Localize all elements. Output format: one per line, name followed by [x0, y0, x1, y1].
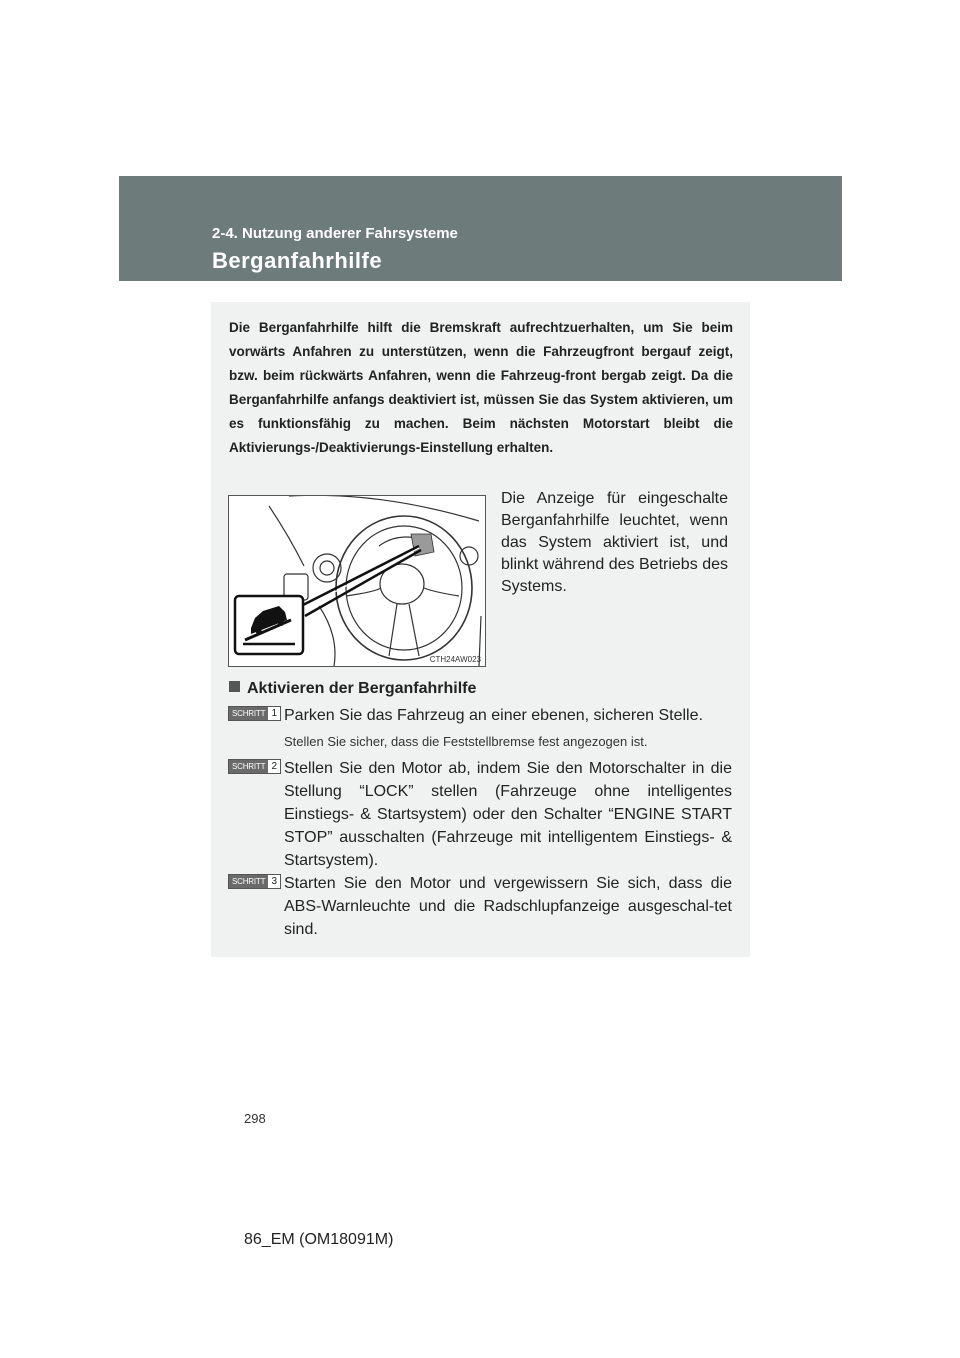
step-text: Parken Sie das Fahrzeug an einer ebenen, sicheren Stelle.: [284, 707, 703, 724]
intro-paragraph: Die Berganfahrhilfe hilft die Bremskraft aufrechtzuerhalten, um Sie beim vorwärts Anfahren zu unterstützen, wenn die Fahrzeugfront bergauf zeigt, bzw. beim rückwärts Anfahren, wenn die Fahrzeug-front bergab zeigt. Da die Berganfahrhilfe anfangs deaktiviert ist, müssen Sie das System aktivieren, um es funktionsfähig zu machen. Beim nächsten Motorstart bleibt die Aktivierungs-/Deaktivierungs-Einstellung erhalten.: [229, 320, 733, 455]
step-1: [228, 704, 732, 749]
step-badge: SCHRITT 3: [228, 874, 281, 889]
document-id: 86_EM (OM18091M): [244, 1231, 394, 1248]
content-panel: [211, 302, 750, 957]
step-2: [228, 757, 732, 872]
page-number: 298: [244, 1111, 266, 1126]
indicator-description: Die Anzeige für eingeschalte Berganfahrhilfe leuchtet, wenn das System aktiviert ist, und blinkt während des Betriebs des Systems.: [501, 490, 728, 595]
step-3: [228, 872, 732, 941]
dashboard-drawing: [229, 496, 485, 666]
figure-code: CTH24AW023: [429, 655, 481, 664]
dashboard-illustration: [228, 495, 486, 667]
bullet-square-icon: [229, 681, 240, 692]
subheading-text: Aktivieren der Berganfahrhilfe: [247, 680, 477, 697]
page-title: Berganfahrhilfe: [212, 248, 383, 273]
section-label: 2-4. Nutzung anderer Fahrsysteme: [212, 225, 458, 242]
subheading: [229, 680, 476, 698]
step-badge: SCHRITT 1: [228, 706, 281, 721]
step-text: Starten Sie den Motor und vergewissern Sie sich, dass die ABS-Warnleuchte und die Radschlupfanzeige ausgeschal-tet sind.: [284, 875, 732, 938]
step-text: Stellen Sie den Motor ab, indem Sie den Motorschalter in die Stellung “LOCK” stellen (Fahrzeuge ohne intelligentes Einstiegs- & Startsystem) oder den Schalter “ENGINE START STOP” ausschalten (Fahrzeuge mit intelligentem Einstiegs- & Startsystem).: [284, 760, 732, 869]
chapter-header: [119, 176, 842, 281]
step-note: Stellen Sie sicher, dass die Feststellbremse fest angezogen ist.: [284, 734, 648, 749]
step-badge: SCHRITT 2: [228, 759, 281, 774]
